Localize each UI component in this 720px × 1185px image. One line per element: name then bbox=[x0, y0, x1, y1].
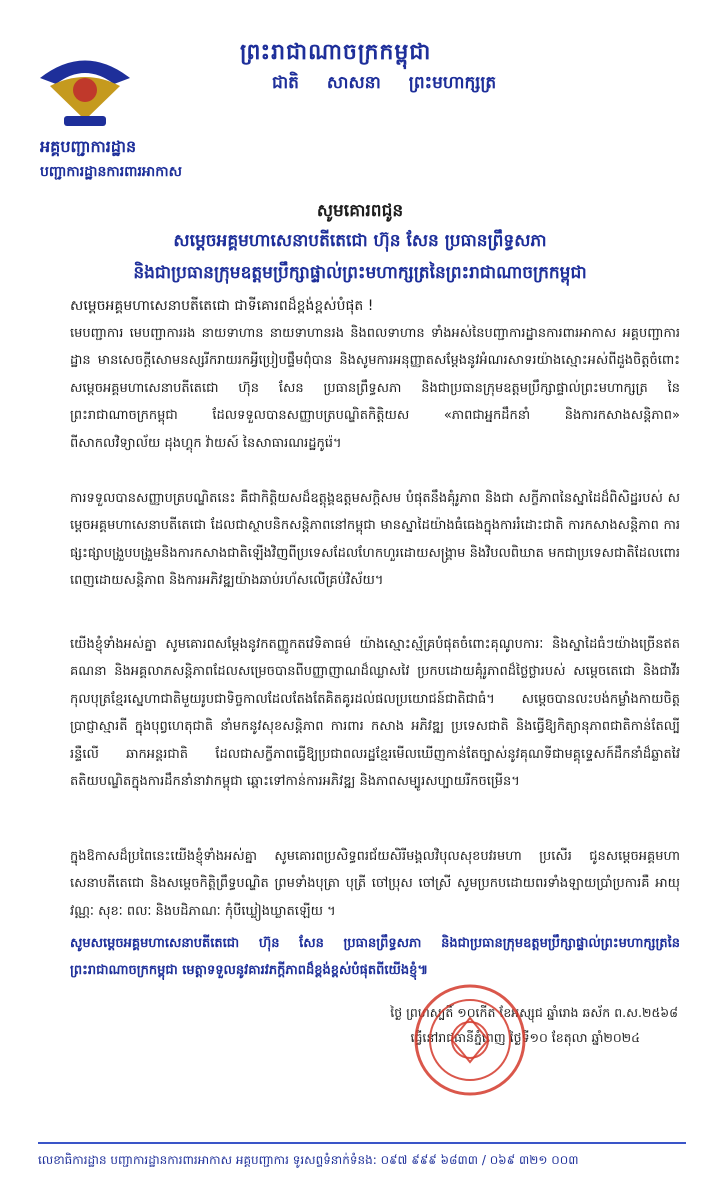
recipient-line-2: និងជាប្រធានក្រុមឧត្តមប្រឹក្សាផ្ទាល់ព្រះមហាក្សត្រនៃព្រះរាជាណាចក្រកម្ពុជា bbox=[133, 263, 587, 283]
national-motto: ជាតិ សាសនា ព្រះមហាក្សត្រ bbox=[272, 73, 497, 93]
command-name: អគ្គបញ្ជាការដ្ឋាន bbox=[40, 137, 137, 156]
greeting: សូមគោរពជូន bbox=[316, 201, 404, 221]
footer-contact: លេខាធិការដ្ឋាន បញ្ជាការដ្ឋានការពារអាកាស អគ្គបញ្ជាការ ទូរសព្ទទំនាក់ទំនង: ០៩៧ ៩៩៩ ៦៨៣៣ / ០៦៩ ៣២១ ០០៣ bbox=[38, 1153, 579, 1167]
lunar-date: ថ្ងៃ ព្រហស្បតិ៍ ១០កើត ខែអស្សុជ ឆ្នាំរោង ឆស័ក ព.ស.២៥៦៨ bbox=[390, 1005, 678, 1020]
footer-divider bbox=[38, 1142, 686, 1144]
air-defense-emblem-icon bbox=[30, 38, 140, 134]
recipient-line-1: សម្តេចអគ្គមហាសេនាបតីតេជោ ហ៊ុន សែន ប្រធានព្រឹទ្ធសភា bbox=[173, 231, 547, 251]
salutation: សម្តេចអគ្គមហាសេនាបតីតេជោ ជាទីគោរពដ៏ខ្ពង់ខ្ពស់បំផុត ! bbox=[70, 298, 374, 314]
letter-paragraph: ក្នុងឱកាសដ៏ប្រពៃនេះយើងខ្ញុំទាំងអស់គ្នា សូមគោរពប្រសិទ្ធពរជ័យសិរីមង្គលវិបុលសុខបវរមហា ប្រសើរ ជូនសម្តេចអគ្គមហាសេនាបតីតេជោ និងសម្តេចកិត្តិព្រឹទ្ធបណ្ឌិត ព្រមទាំងបុត្រា បុត្រី ចៅប្រុស ចៅស្រី សូមប្រកបដោយពរទាំងឡាយប្រាំប្រការគឺ អាយុ វណ្ណៈ សុខៈ ពលៈ និងបដិភាណៈ កុំបីឃ្លៀងឃ្លាតឡើយ ។ bbox=[70, 849, 680, 919]
letter-paragraph: ការទទួលបានសញ្ញាបត្របណ្ឌិតនេះ គឺជាកិត្តិយសដ៏ឧត្តុង្គឧត្តមសក្តិសម បំផុតនឹងគុំរូភាព និងជា សក្ខីភាពនៃស្នាដៃដ៏ពិសិដ្ឋរបស់ សម្តេចអគ្គមហាសេនាបតីតេជោ ដែលជាស្ថាបនិកសន្តិភាពនៅកម្ពុជា មានស្នាដៃយ៉ាងធំធេងក្នុងការរំដោះជាតិ ការកសាងសន្តិភាព ការផ្សះផ្សាបង្រួបបង្រួមនិងការកសាងជាតិឡើងវិញពីប្រទេសដែលហែកហួរដោយសង្គ្រាម និងវិបលពិឃាត មកជាប្រទេសជាតិដែលពោរពេញដោយសន្តិភាព និងការអភិវឌ្ឍយ៉ាងឆាប់រហ័សលើគ្រប់វិស័យ។ bbox=[70, 491, 680, 589]
letter-paragraph: យើងខ្ញុំទាំងអស់គ្នា សូមគោរពសម្តែងនូវកតញ្ញូកតវេទិតាធម៌ យ៉ាងស្មោះស្ម័គ្របំផុតចំពោះគុណូបការៈ និងស្នាដៃធំៗយ៉ាងច្រើនឥតគណនា និងអគ្គលាភសន្តិភាពដែលសម្រេចបានពីបញ្ញាញាណដ៏ឈ្លាសវៃ ប្រកបដោយគុំរូភាពដ៏ថ្លៃថ្លារបស់ សម្តេចតេជោ និងជាវីរកុលបុត្រខ្មែរស្នេហាជាតិមួយរូបជាទិច្ចកាលដែលតែងតែគិតគូរដល់ផលប្រយោជន៍ជាតិជាធំ។ សម្តេចបានលះបង់កម្លាំងកាយចិត្ត ប្រាជ្ញាស្មារតី ក្នុងបុព្វហេតុជាតិ នាំមកនូវសុខសន្តិភាព ការពារ កសាង អភិវឌ្ឍ ប្រទេសជាតិ និងធ្វើឱ្យកិត្យានុភាពជាតិកាន់តែល្បីរន្ទឺលើ ឆាកអន្តរជាតិ ដែលជាសក្ខីភាពធ្វើឱ្យប្រជាពលរដ្ឋខ្មែរមើលឃើញកាន់តែច្បាស់នូវគុណទីជាមគ្គុទ្ទេសក៍ដឹកនាំដ៏ឆ្លាតវៃ តតិយបណ្ឌិតក្នុងការដឹកនាំនាវាកម្ពុជា ឆ្ពោះទៅកាន់ការអភិវឌ្ឍ និងភាពសម្បូរសប្បាយរីកចម្រើន។ bbox=[70, 637, 680, 790]
official-seal-stamp bbox=[412, 982, 528, 1098]
letter-paragraph: មេបញ្ជាការ មេបញ្ជាការរង នាយទាហាន នាយទាហានរង និងពលទាហាន ទាំងអស់នៃបញ្ជាការដ្ឋានការពារអាកាស អគ្គបញ្ជាការដ្ឋាន មានសេចក្តីសោមនស្សរីករាយរកអ្វីប្រៀបផ្ទឹមពុំបាន និងសូមការអនុញ្ញាតសម្តែងនូវអំណរសាទរយ៉ាងស្មោះអស់ពីដួងចិត្តចំពោះសម្តេចអគ្គមហាសេនាបតីតេជោ ហ៊ុន សែន ប្រធានព្រឹទ្ធសភា និងជាប្រធានក្រុមឧត្តមប្រឹក្សាផ្ទាល់ព្រះមហាក្សត្រ នៃព្រះរាជាណាចក្រកម្ពុជា ដែលទទួលបានសញ្ញាបត្របណ្ឌិតកិត្តិយស «ភាពជាអ្នកដឹកនាំ និងការកសាងសន្តិភាព» ពីសាកលវិទ្យាល័យ ដុងហ្គុក វ៉ាយស៍ នៃសាធារណរដ្ឋកូរ៉េ។ bbox=[70, 326, 680, 451]
kingdom-title: ព្រះរាជាណាចក្រកម្ពុជា bbox=[240, 40, 432, 65]
unit-name: បញ្ជាការដ្ឋានការពារអាកាស bbox=[40, 164, 182, 180]
place-date: ធ្វើនៅរាជធានីភ្នំពេញ ថ្ងៃទី១០ ខែតុលា ឆ្នាំ២០២៤ bbox=[410, 1030, 640, 1045]
closing-paragraph: សូមសម្តេចអគ្គមហាសេនាបតីតេជោ ហ៊ុន សែន ប្រធានព្រឹទ្ធសភា និងជាប្រធានក្រុមឧត្តមប្រឹក្សាផ្ទាល់ព្រះមហាក្សត្រនៃព្រះរាជាណាចក្រកម្ពុជា មេត្តាទទួលនូវគារវភក្តីភាពដ៏ខ្ពង់ខ្ពស់បំផុតពីយើងខ្ញុំ៕ bbox=[70, 936, 680, 979]
